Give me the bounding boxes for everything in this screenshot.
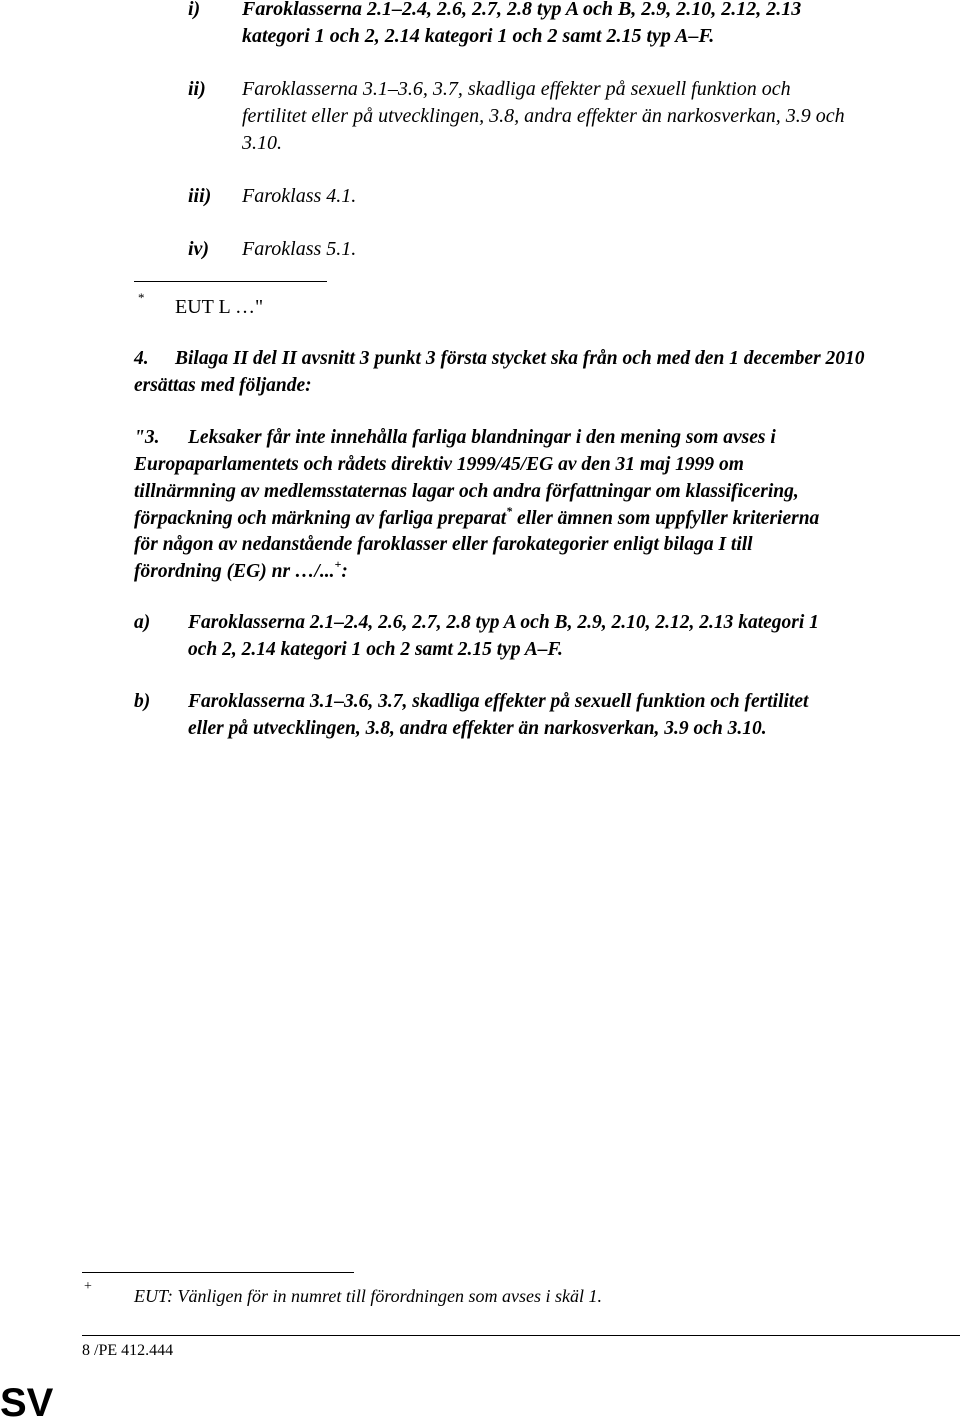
point4-line2: ersättas med följande: bbox=[134, 375, 312, 396]
point4-number: 4. bbox=[134, 348, 149, 369]
list-item-ii-line2: fertilitet eller på utvecklingen, 3.8, andra effekter än narkosverkan, 3.9 och bbox=[242, 105, 845, 127]
language-code: SV bbox=[0, 1381, 54, 1425]
list-marker-ii: ii) bbox=[188, 78, 206, 100]
footnote-ref-star: * bbox=[506, 503, 513, 518]
point3-line1: Leksaker får inte innehålla farliga blandningar i den mening som avses i bbox=[188, 427, 776, 448]
point3-line6-b: : bbox=[341, 561, 348, 582]
list-marker-iv: iv) bbox=[188, 238, 210, 260]
point3-line5: för någon av nedanstående faroklasser eller farokategorier enligt bilaga I till bbox=[134, 534, 753, 555]
page-ref: 8 /PE 412.444 bbox=[82, 1342, 174, 1359]
sub-item-a-line1: Faroklasserna 2.1–2.4, 2.6, 2.7, 2.8 typ A och B, 2.9, 2.10, 2.12, 2.13 kategori 1 bbox=[188, 612, 819, 633]
sub-item-b-line2: eller på utvecklingen, 3.8, andra effekter än narkosverkan, 3.9 och 3.10. bbox=[188, 718, 767, 739]
footnote-separator bbox=[82, 1272, 354, 1273]
sub-marker-a: a) bbox=[134, 612, 151, 633]
sub-marker-b: b) bbox=[134, 691, 151, 712]
sub-item-a-line2: och 2, 2.14 kategori 1 och 2 samt 2.15 typ A–F. bbox=[188, 639, 563, 660]
list-item-i-line1: Faroklasserna 2.1–2.4, 2.6, 2.7, 2.8 typ A och B, 2.9, 2.10, 2.12, 2.13 bbox=[242, 0, 802, 20]
list-item-ii-line1: Faroklasserna 3.1–3.6, 3.7, skadliga effekter på sexuell funktion och bbox=[242, 78, 791, 100]
list-item-iii-line1: Faroklass 4.1. bbox=[242, 185, 357, 207]
footnote-ref-plus: + bbox=[334, 556, 342, 571]
point3-line6 bbox=[134, 556, 348, 586]
list-item-i-line2: kategori 1 och 2, 2.14 kategori 1 och 2 samt 2.15 typ A–F. bbox=[242, 25, 715, 47]
point3-line4 bbox=[134, 503, 820, 533]
footnote-mark-star: * bbox=[138, 290, 145, 305]
page-footer-rule bbox=[82, 1335, 960, 1336]
list-item-iv-line1: Faroklass 5.1. bbox=[242, 238, 357, 260]
list-marker-iii: iii) bbox=[188, 185, 212, 207]
list-marker-i: i) bbox=[188, 0, 201, 20]
list-item-ii-line3: 3.10. bbox=[242, 132, 282, 154]
sub-item-b-line1: Faroklasserna 3.1–3.6, 3.7, skadliga effekter på sexuell funktion och fertilitet bbox=[188, 691, 809, 712]
footnote-separator-inline bbox=[134, 281, 327, 282]
point3-number: "3. bbox=[134, 427, 160, 448]
point3-line3: tillnärmning av medlemsstaternas lagar och andra författningar om klassificering, bbox=[134, 481, 799, 502]
footnote-text: EUT: Vänligen för in numret till förordningen som avses i skäl 1. bbox=[134, 1286, 602, 1306]
footnote-mark-plus: + bbox=[84, 1279, 92, 1294]
inline-footnote-text: EUT L …" bbox=[175, 296, 264, 318]
point3-line4-b: eller ämnen som uppfyller kriterierna bbox=[512, 508, 820, 529]
point3-line2: Europaparlamentets och rådets direktiv 1999/45/EG av den 31 maj 1999 om bbox=[134, 454, 744, 475]
point3-line6-a: förordning (EG) nr …/... bbox=[134, 561, 335, 582]
point4-line1: Bilaga II del II avsnitt 3 punkt 3 första stycket ska från och med den 1 december 2010 bbox=[175, 348, 865, 369]
point3-line4-a: förpackning och märkning av farliga preparat bbox=[134, 508, 507, 529]
